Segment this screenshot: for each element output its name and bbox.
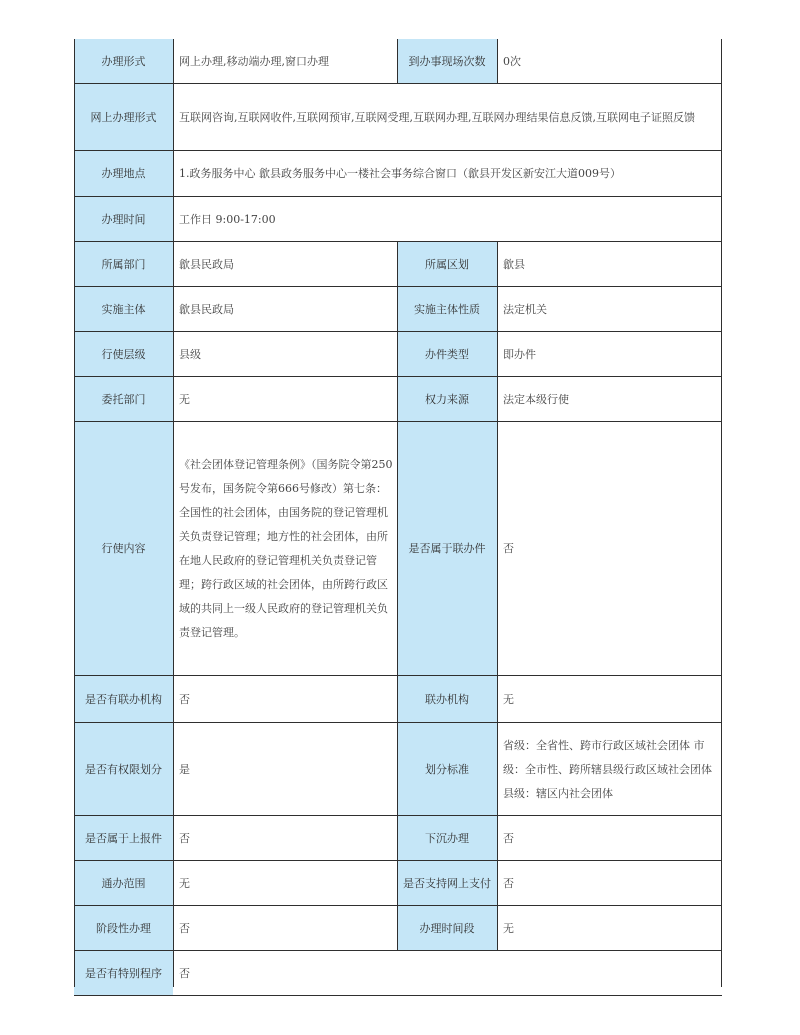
table-column-divider [497, 906, 498, 951]
table-column-divider [497, 422, 498, 676]
row-value-secondary: 省级：全省性、跨市行政区域社会团体 市级：全市性、跨所辖县级行政区域社会团体 县级：辖区内社会团体 [497, 723, 722, 816]
row-label: 行使层级 [74, 332, 173, 377]
row-label: 委托部门 [74, 377, 173, 422]
row-label: 实施主体 [74, 287, 173, 332]
table-column-divider [397, 377, 398, 422]
row-label-secondary: 划分标准 [397, 723, 497, 816]
table-column-divider [397, 39, 398, 84]
row-value: 1.政务服务中心 歙县政务服务中心一楼社会事务综合窗口（歙县开发区新安江大道009号） [173, 151, 722, 197]
table-row-divider [74, 995, 722, 996]
table-row-divider [74, 241, 722, 242]
table-column-divider [497, 377, 498, 422]
table-row-divider [74, 722, 722, 723]
row-label: 办理地点 [74, 151, 173, 197]
table-column-divider [397, 422, 398, 676]
row-value: 否 [173, 676, 397, 723]
row-value: 否 [173, 906, 397, 951]
row-label-secondary: 办件类型 [397, 332, 497, 377]
table-column-divider [497, 332, 498, 377]
service-info-table [74, 39, 722, 987]
row-label-secondary: 到办事现场次数 [397, 39, 497, 84]
table-row-divider [74, 950, 722, 951]
table-column-divider [497, 39, 498, 84]
row-value: 否 [173, 816, 397, 861]
table-column-divider [74, 39, 75, 987]
row-value-secondary: 否 [497, 422, 722, 676]
row-value: 否 [173, 951, 722, 996]
table-column-divider [397, 816, 398, 861]
table-row-divider [74, 376, 722, 377]
row-value-secondary: 即办件 [497, 332, 722, 377]
row-label: 网上办理形式 [74, 84, 173, 151]
table-row-divider [74, 421, 722, 422]
row-label: 行使内容 [74, 422, 173, 676]
table-row-divider [74, 860, 722, 861]
row-label: 所属部门 [74, 242, 173, 287]
row-label-secondary: 所属区划 [397, 242, 497, 287]
table-column-divider [173, 39, 174, 987]
table-column-divider [397, 332, 398, 377]
table-row-divider [74, 286, 722, 287]
row-value-secondary: 歙县 [497, 242, 722, 287]
row-label: 是否属于上报件 [74, 816, 173, 861]
table-column-divider [497, 723, 498, 816]
row-value: 互联网咨询,互联网收件,互联网预审,互联网受理,互联网办理,互联网办理结果信息反馈,互联网电子证照反馈 [173, 84, 722, 151]
row-value: 工作日 9:00-17:00 [173, 197, 722, 242]
row-label: 是否有联办机构 [74, 676, 173, 723]
table-column-divider [497, 676, 498, 723]
row-value: 无 [173, 861, 397, 906]
table-row-divider [74, 905, 722, 906]
table-column-divider [397, 676, 398, 723]
table-row-divider [74, 331, 722, 332]
table-column-divider [721, 39, 722, 987]
row-value-secondary: 法定本级行使 [497, 377, 722, 422]
row-value-secondary: 无 [497, 676, 722, 723]
row-value-secondary: 否 [497, 816, 722, 861]
table-column-divider [397, 287, 398, 332]
row-value-secondary: 无 [497, 906, 722, 951]
table-row-divider [74, 675, 722, 676]
table-row-divider [74, 150, 722, 151]
row-label: 通办范围 [74, 861, 173, 906]
row-value-secondary: 0次 [497, 39, 722, 84]
row-label-secondary: 下沉办理 [397, 816, 497, 861]
row-label: 办理时间 [74, 197, 173, 242]
row-label: 是否有特别程序 [74, 951, 173, 996]
row-value: 《社会团体登记管理条例》（国务院令第250号发布，国务院令第666号修改）第七条：全国性的社会团体，由国务院的登记管理机关负责登记管理；地方性的社会团体，由所在地人民政府的登记管理机关负责登记管理；跨行政区域的社会团体，由所跨行政区域的共同上一级人民政府的登记管理机关负责登记管理。 [173, 422, 397, 676]
table-column-divider [497, 242, 498, 287]
row-label: 阶段性办理 [74, 906, 173, 951]
row-label: 是否有权限划分 [74, 723, 173, 816]
table-row-divider [74, 815, 722, 816]
row-label-secondary: 是否支持网上支付 [397, 861, 497, 906]
row-label-secondary: 是否属于联办件 [397, 422, 497, 676]
table-column-divider [497, 816, 498, 861]
row-value: 网上办理,移动端办理,窗口办理 [173, 39, 397, 84]
row-value: 是 [173, 723, 397, 816]
row-value: 县级 [173, 332, 397, 377]
table-column-divider [397, 242, 398, 287]
row-value-secondary: 否 [497, 861, 722, 906]
table-column-divider [397, 906, 398, 951]
row-label-secondary: 实施主体性质 [397, 287, 497, 332]
table-column-divider [397, 723, 398, 816]
row-value: 无 [173, 377, 397, 422]
row-value: 歙县民政局 [173, 287, 397, 332]
table-row-divider [74, 83, 722, 84]
row-label-secondary: 联办机构 [397, 676, 497, 723]
row-label: 办理形式 [74, 39, 173, 84]
row-label-secondary: 权力来源 [397, 377, 497, 422]
table-column-divider [497, 861, 498, 906]
row-label-secondary: 办理时间段 [397, 906, 497, 951]
table-column-divider [397, 861, 398, 906]
row-value-secondary: 法定机关 [497, 287, 722, 332]
table-row-divider [74, 196, 722, 197]
table-column-divider [497, 287, 498, 332]
row-value: 歙县民政局 [173, 242, 397, 287]
